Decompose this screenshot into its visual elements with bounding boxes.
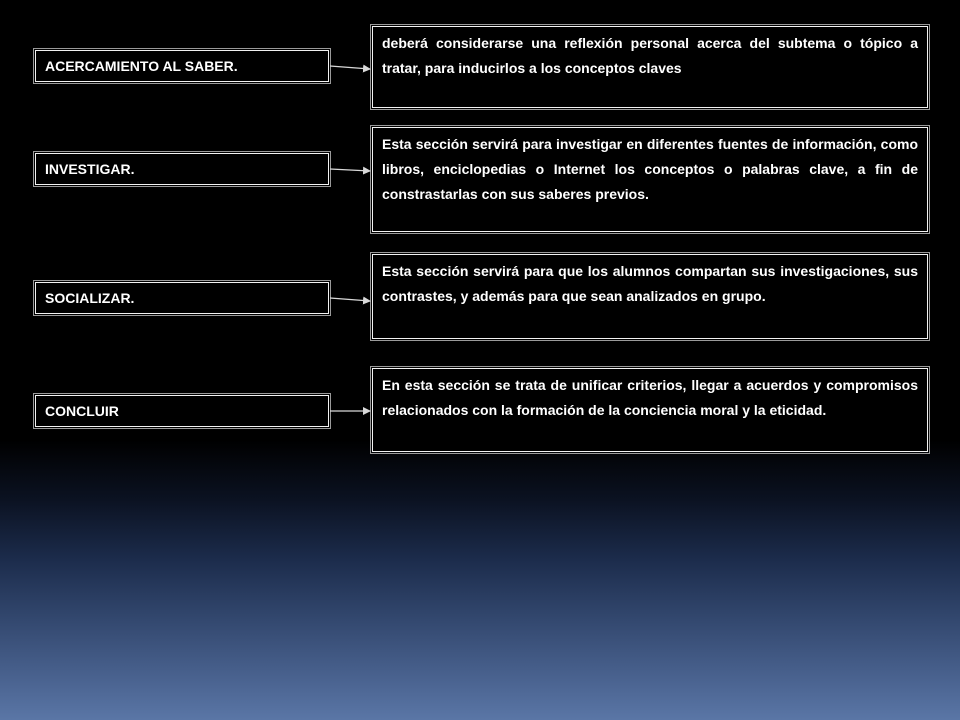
label-socializar: SOCIALIZAR.	[35, 282, 329, 314]
label-investigar: INVESTIGAR.	[35, 153, 329, 185]
arrow-investigar	[330, 169, 370, 171]
description-concluir: En esta sección se trata de unificar criterios, llegar a acuerdos y compromisos relacionados con la formación de la conciencia moral y la eticidad.	[372, 368, 928, 452]
arrow-acercamiento-al-saber	[330, 66, 370, 69]
description-acercamiento-al-saber: deberá considerarse una reflexión personal acerca del subtema o tópico a tratar, para inducirlos a los conceptos claves	[372, 26, 928, 108]
label-acercamiento-al-saber: ACERCAMIENTO AL SABER.	[35, 50, 329, 82]
arrow-socializar	[330, 298, 370, 301]
description-investigar: Esta sección servirá para investigar en diferentes fuentes de información, como libros, enciclopedias o Internet los conceptos o palabras clave, a fin de constrastarlas con sus saberes previos.	[372, 127, 928, 232]
description-socializar: Esta sección servirá para que los alumnos compartan sus investigaciones, sus contrastes, y además para que sean analizados en grupo.	[372, 254, 928, 339]
label-concluir: CONCLUIR	[35, 395, 329, 427]
